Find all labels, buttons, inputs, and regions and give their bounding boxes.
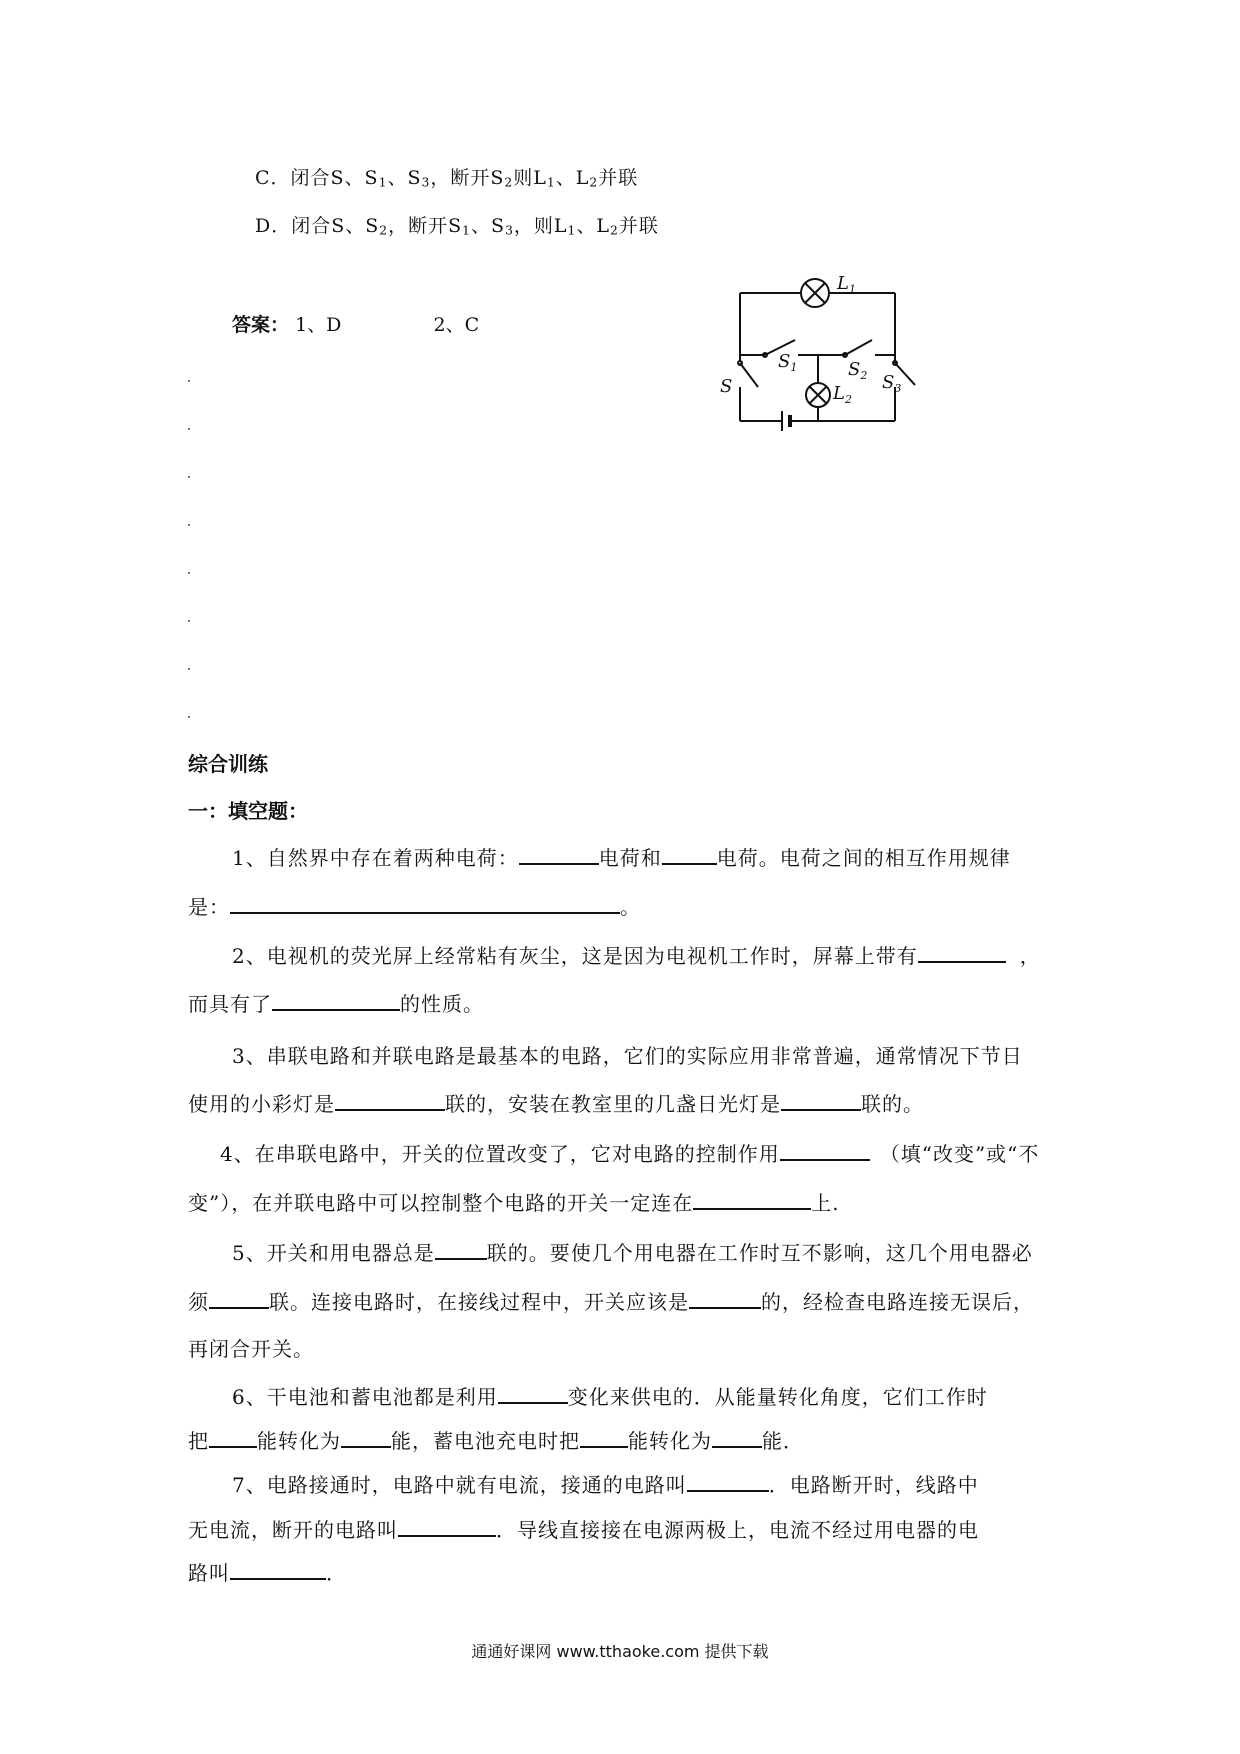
blank[interactable] — [435, 1237, 487, 1260]
blank[interactable] — [335, 1088, 445, 1111]
question-5-line-1: 5、开关和用电器总是 联的。要使几个用电器在工作时互不影响，这几个用电器必 — [232, 1237, 1033, 1266]
blank[interactable] — [519, 842, 599, 865]
switch-s2-icon — [845, 340, 872, 355]
question-7-line-3: 路叫 ． — [188, 1557, 347, 1586]
blank[interactable] — [687, 1469, 769, 1492]
label-l2: $L_2$ — [833, 383, 852, 406]
blank[interactable] — [918, 940, 1006, 963]
margin-dot — [188, 668, 190, 670]
blank[interactable] — [689, 1286, 761, 1309]
margin-dot — [188, 380, 190, 382]
blank[interactable] — [712, 1425, 762, 1448]
question-6-line-1: 6、干电池和蓄电池都是利用 变化来供电的．从能量转化角度，它们工作时 — [232, 1381, 988, 1410]
answer-2: 2、C — [433, 314, 480, 336]
question-1-line-1: 1、自然界中存在着两种电荷： 电荷和 电荷。电荷之间的相互作用规律 — [232, 842, 1011, 871]
page-footer: 通通好课网 www.tthaoke.com 提供下载 — [471, 1642, 769, 1661]
blank[interactable] — [498, 1381, 568, 1404]
question-2-line-1: 2、电视机的荧光屏上经常粘有灰尘，这是因为电视机工作时，屏幕上带有 ， — [232, 940, 1041, 969]
question-7-line-1: 7、电路接通时，电路中就有电流，接通的电路叫 ．电路断开时，线路中 — [232, 1469, 979, 1498]
question-6-line-2: 把 能转化为 能，蓄电池充电时把 能转化为 能． — [188, 1425, 804, 1454]
blank[interactable] — [230, 1557, 326, 1580]
margin-dot — [188, 428, 190, 430]
margin-dot — [188, 572, 190, 574]
question-4-line-2: 变”），在并联电路中可以控制整个电路的开关一定连在 上. — [188, 1187, 840, 1216]
label-l1: $L_1$ — [837, 275, 856, 296]
blank[interactable] — [209, 1425, 257, 1448]
blank[interactable] — [230, 891, 620, 914]
blank[interactable] — [209, 1286, 269, 1309]
blank[interactable] — [693, 1187, 811, 1210]
margin-dot — [188, 716, 190, 718]
question-7-line-2: 无电流，断开的电路叫 ．导线直接接在电源两极上，电流不经过用电器的电 — [188, 1514, 979, 1543]
circuit-diagram — [720, 275, 950, 460]
margin-dot — [188, 620, 190, 622]
margin-dot — [188, 476, 190, 478]
question-3-line-1: 3、串联电路和并联电路是最基本的电路，它们的实际应用非常普遍，通常情况下节日 — [232, 1044, 1023, 1068]
label-s2: $S_2$ — [848, 359, 868, 382]
answer-label: 答案： — [232, 314, 290, 336]
question-3-line-2: 使用的小彩灯是 联的，安装在教室里的几盏日光灯是 联的。 — [188, 1088, 924, 1117]
section-subtitle: 一：填空题： — [188, 799, 308, 823]
question-1-line-2: 是： 。 — [188, 891, 641, 920]
option-d: D．闭合S、$S_2$，断开$S_1$、$S_3$，则$L_1$、$L_2$并联 — [255, 215, 659, 238]
blank[interactable] — [341, 1425, 391, 1448]
blank[interactable] — [580, 1425, 628, 1448]
blank[interactable] — [662, 842, 717, 865]
switch-s-icon — [740, 363, 758, 387]
question-5-line-2: 须 联。连接电路时，在接线过程中，开关应该是 的，经检查电路连接无误后， — [188, 1286, 1034, 1315]
question-2-line-2: 而具有了 的性质。 — [188, 988, 484, 1017]
label-s: S — [720, 376, 733, 397]
question-4-line-1: 4、在串联电路中，开关的位置改变了，它对电路的控制作用 （填“改变”或“不 — [220, 1138, 1039, 1167]
section-title: 综合训练 — [188, 752, 268, 776]
blank[interactable] — [780, 1138, 870, 1161]
answer-line — [232, 310, 479, 337]
blank[interactable] — [398, 1514, 496, 1537]
option-c: C．闭合S、$S_1$、$S_3$，断开$S_2$则$L_1$、$L_2$并联 — [255, 167, 639, 190]
margin-dot — [188, 524, 190, 526]
blank[interactable] — [272, 988, 400, 1011]
answer-1: 1、D — [295, 314, 342, 336]
label-s1: $S_1$ — [778, 351, 798, 374]
label-s3: $S_3$ — [882, 372, 902, 395]
blank[interactable] — [781, 1088, 861, 1111]
question-5-line-3: 再闭合开关。 — [188, 1337, 314, 1361]
